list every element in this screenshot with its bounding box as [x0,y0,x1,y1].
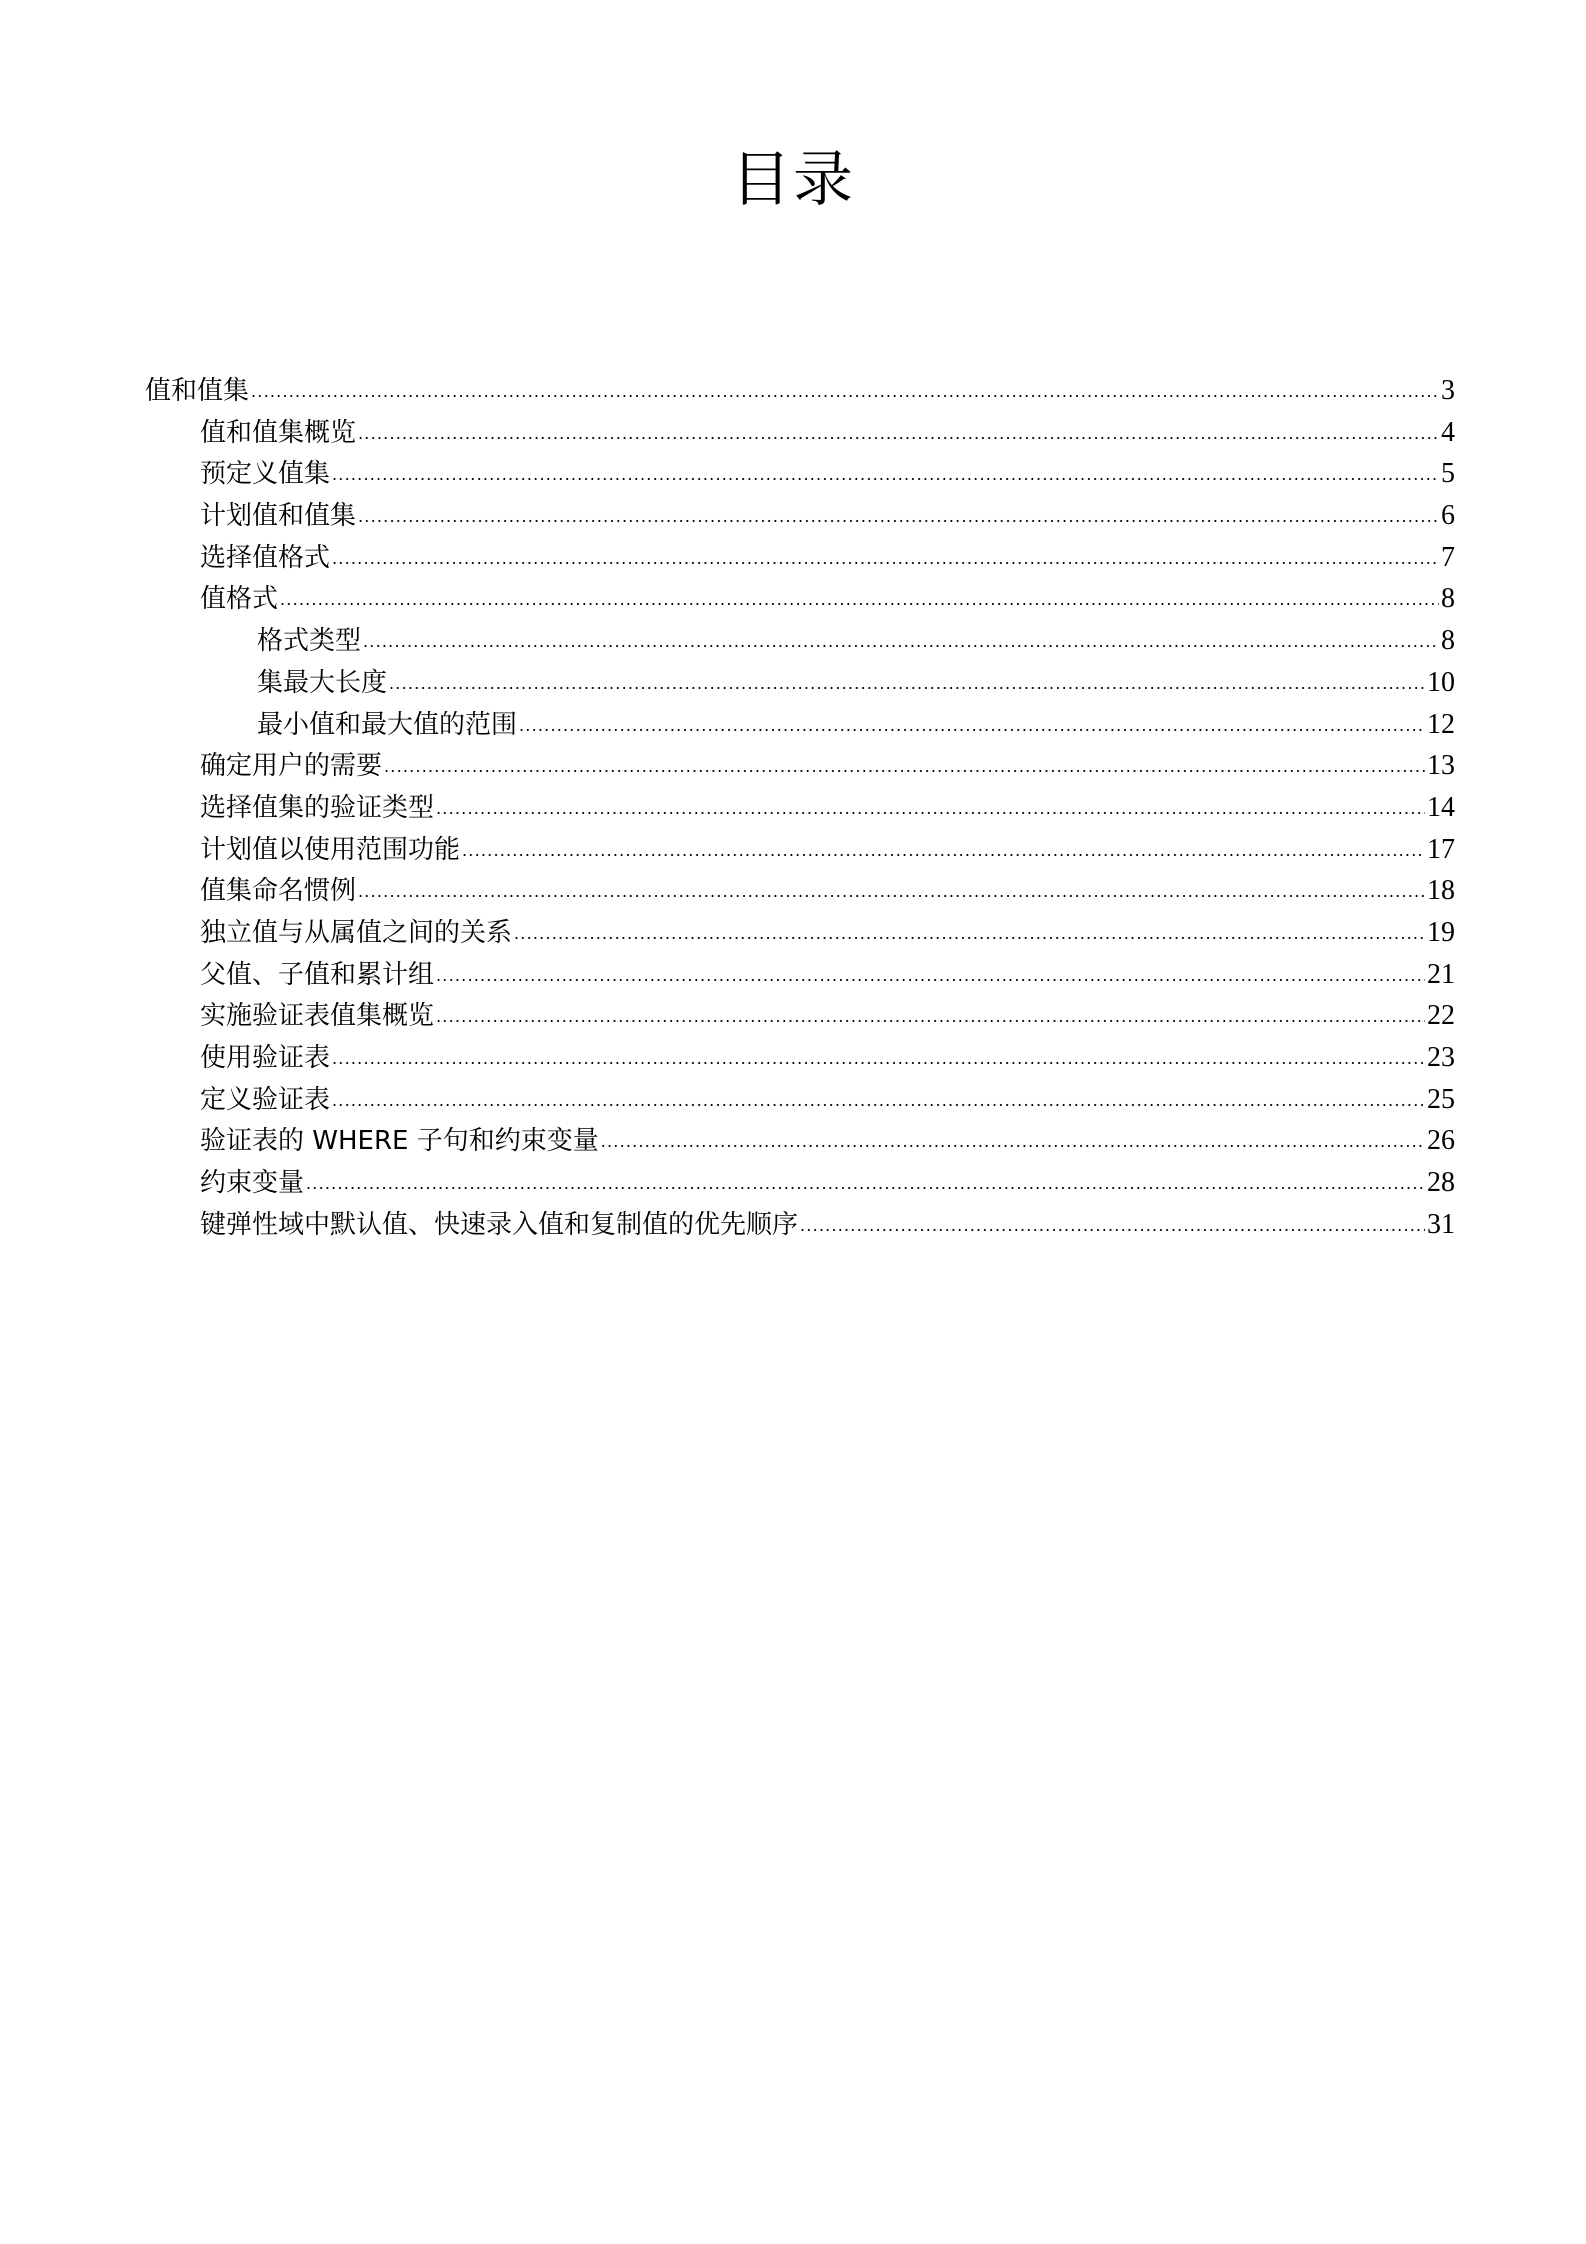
toc-entry-title: 值集命名惯例 [200,876,357,907]
toc-entry[interactable] [145,370,1455,412]
toc-entry-page: 6 [1441,500,1455,532]
toc-entry-title: 值和值集 [145,376,250,406]
toc-entry-title: 使用验证表 [200,1043,331,1073]
toc-entry-page: 3 [1441,375,1455,406]
toc-entry[interactable] [145,662,1455,704]
toc-entry[interactable] [145,1204,1455,1246]
toc-entry-page: 13 [1427,750,1455,782]
toc-leader-dots [436,955,1425,997]
toc-entry-title: 最小值和最大值的范围 [257,709,518,740]
toc-entry-page: 18 [1427,875,1455,907]
toc-entry[interactable] [145,787,1455,829]
toc-leader-dots [462,830,1425,872]
toc-entry-page: 8 [1441,583,1455,615]
toc-entry[interactable] [145,1037,1455,1079]
toc-entry-page: 26 [1427,1125,1455,1157]
toc-entry-title: 确定用户的需要 [200,751,383,782]
toc-entry-title: 计划值以使用范围功能 [200,834,461,865]
toc-entry-page: 7 [1441,541,1455,573]
toc-entry-title: 值格式 [200,584,279,615]
toc-leader-dots [436,996,1425,1038]
toc-entry-page: 10 [1427,666,1455,698]
toc-entry[interactable] [145,829,1455,871]
table-of-contents [145,370,1455,1245]
toc-entry[interactable] [145,412,1455,454]
toc-leader-dots [358,871,1425,913]
toc-entry-page: 17 [1427,833,1455,865]
toc-leader-dots [601,1121,1425,1163]
toc-entry[interactable] [145,578,1455,620]
toc-entry-title: 选择值集的验证类型 [200,792,435,823]
toc-leader-dots [514,913,1425,955]
toc-entry-page: 19 [1427,916,1455,948]
toc-entry-title: 定义验证表 [200,1084,331,1115]
page-title: 目录 [731,145,855,215]
toc-entry-page: 12 [1427,708,1455,740]
toc-entry[interactable] [145,1162,1455,1204]
toc-entry[interactable] [145,704,1455,746]
toc-entry[interactable] [145,620,1455,662]
toc-leader-dots [384,746,1425,788]
toc-entry-page: 4 [1441,416,1455,448]
toc-entry[interactable] [145,870,1455,912]
toc-entry-page: 23 [1427,1042,1455,1073]
toc-entry[interactable] [145,912,1455,954]
toc-entry-title: 实施验证表值集概览 [200,1001,435,1032]
toc-leader-dots [363,621,1439,663]
toc-entry-title: 预定义值集 [200,459,331,490]
toc-leader-dots [332,1038,1425,1080]
toc-entry-title: 集最大长度 [257,667,388,698]
toc-entry-page: 14 [1427,791,1455,823]
toc-entry[interactable] [145,954,1455,996]
toc-leader-dots [332,1080,1425,1122]
toc-leader-dots [519,705,1425,747]
toc-entry[interactable] [145,453,1455,495]
toc-leader-dots [280,579,1439,621]
toc-entry-title: 选择值格式 [200,542,331,573]
toc-entry-page: 8 [1441,625,1455,657]
toc-leader-dots [358,496,1439,538]
toc-entry-page: 21 [1427,958,1455,990]
toc-leader-dots [332,538,1439,580]
toc-entry[interactable] [145,1120,1455,1162]
toc-entry[interactable] [145,745,1455,787]
toc-entry-title: 值和值集概览 [200,417,357,448]
toc-leader-dots [306,1163,1425,1205]
toc-entry-page: 31 [1427,1208,1455,1240]
toc-entry-title: 计划值和值集 [200,501,357,532]
toc-entry-title: 格式类型 [257,626,362,657]
toc-entry-title: 父值、子值和累计组 [200,959,435,990]
toc-leader-dots [436,788,1425,830]
toc-entry-title: 独立值与从属值之间的关系 [200,917,513,948]
toc-entry-title: 键弹性域中默认值、快速录入值和复制值的优先顺序 [200,1209,799,1240]
toc-leader-dots [358,413,1439,455]
toc-entry-page: 22 [1427,1000,1455,1032]
toc-leader-dots [332,454,1439,496]
toc-entry[interactable] [145,1079,1455,1121]
toc-entry-page: 5 [1441,458,1455,490]
toc-leader-dots [251,371,1439,413]
toc-entry[interactable] [145,995,1455,1037]
toc-entry[interactable] [145,495,1455,537]
toc-leader-dots [389,663,1425,705]
toc-leader-dots [800,1205,1425,1247]
toc-entry-title: 验证表的 WHERE 子句和约束变量 [200,1126,599,1157]
toc-entry[interactable] [145,537,1455,579]
toc-entry-page: 25 [1427,1083,1455,1115]
toc-entry-page: 28 [1427,1167,1455,1199]
toc-entry-title: 约束变量 [200,1168,305,1199]
